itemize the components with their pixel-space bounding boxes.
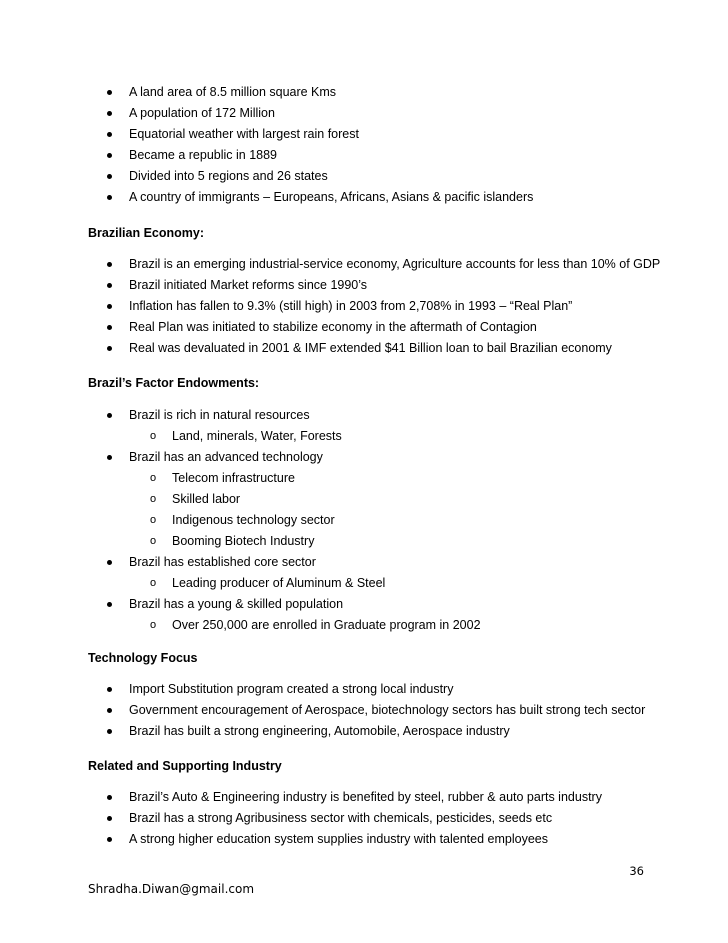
bullet-icon [107, 729, 112, 734]
list-item: Brazil is an emerging industrial-service economy, Agriculture accounts for less than 10% of GDP [0, 254, 728, 275]
sub-list-item: o Skilled labor [0, 489, 728, 510]
page-number: 36 [629, 864, 644, 878]
list-item: Equatorial weather with largest rain forest [0, 124, 728, 145]
bullet-icon [107, 560, 112, 565]
bullet-icon [107, 132, 112, 137]
bullet-icon [107, 455, 112, 460]
list-item: Inflation has fallen to 9.3% (still high) in 2003 from 2,708% in 1993 – “Real Plan” [0, 296, 728, 317]
list-item: A strong higher education system supplies industry with talented employees [0, 829, 728, 850]
bullet-icon [107, 304, 112, 309]
hollow-bullet-icon: o [150, 472, 157, 484]
bullet-icon [107, 687, 112, 692]
list-item: Divided into 5 regions and 26 states [0, 166, 728, 187]
list-item: Brazil has built a strong engineering, Automobile, Aerospace industry [0, 721, 728, 742]
bullet-icon [107, 174, 112, 179]
list-item: Brazil has an advanced technology [0, 447, 728, 468]
section-heading-factor-endowments: Brazil’s Factor Endowments: [88, 376, 260, 390]
bullet-icon [107, 795, 112, 800]
list-item: Real Plan was initiated to stabilize economy in the aftermath of Contagion [0, 317, 728, 338]
bullet-icon [107, 195, 112, 200]
hollow-bullet-icon: o [150, 430, 157, 442]
sub-list-item: o Over 250,000 are enrolled in Graduate program in 2002 [0, 615, 728, 636]
list-item: A country of immigrants – Europeans, Africans, Asians & pacific islanders [0, 187, 728, 208]
bullet-icon [107, 413, 112, 418]
list-item: A population of 172 Million [0, 103, 728, 124]
list-item: Brazil has established core sector [0, 552, 728, 573]
bullet-icon [107, 283, 112, 288]
list-item: Import Substitution program created a strong local industry [0, 679, 728, 700]
bullet-icon [107, 708, 112, 713]
hollow-bullet-icon: o [150, 619, 157, 631]
section-heading-related-industry: Related and Supporting Industry [88, 759, 282, 773]
sub-list-item: o Booming Biotech Industry [0, 531, 728, 552]
hollow-bullet-icon: o [150, 577, 157, 589]
list-item: Brazil initiated Market reforms since 1990’s [0, 275, 728, 296]
bullet-icon [107, 262, 112, 267]
factor-endowments-list [0, 405, 728, 636]
bullet-icon [107, 346, 112, 351]
list-item: Brazil’s Auto & Engineering industry is benefited by steel, rubber & auto parts industry [0, 787, 728, 808]
sub-list-item: o Land, minerals, Water, Forests [0, 426, 728, 447]
intro-bullet-list [0, 82, 728, 208]
list-item: Brazil is rich in natural resources [0, 405, 728, 426]
related-industry-bullet-list [0, 787, 728, 850]
technology-bullet-list [0, 679, 728, 742]
hollow-bullet-icon: o [150, 493, 157, 505]
list-item: Real was devaluated in 2001 & IMF extended $41 Billion loan to bail Brazilian economy [0, 338, 728, 359]
bullet-icon [107, 602, 112, 607]
footer-email: Shradha.Diwan@gmail.com [88, 882, 255, 896]
hollow-bullet-icon: o [150, 514, 157, 526]
list-item: Government encouragement of Aerospace, biotechnology sectors has built strong tech sector [0, 700, 728, 721]
bullet-icon [107, 90, 112, 95]
list-item: Brazil has a young & skilled population [0, 594, 728, 615]
bullet-icon [107, 837, 112, 842]
section-heading-economy: Brazilian Economy: [88, 226, 204, 240]
bullet-icon [107, 816, 112, 821]
list-item: A land area of 8.5 million square Kms [0, 82, 728, 103]
economy-bullet-list [0, 254, 728, 359]
list-item: Brazil has a strong Agribusiness sector with chemicals, pesticides, seeds etc [0, 808, 728, 829]
section-heading-technology-focus: Technology Focus [88, 651, 198, 665]
sub-list-item: o Leading producer of Aluminum & Steel [0, 573, 728, 594]
sub-list-item: o Indigenous technology sector [0, 510, 728, 531]
bullet-icon [107, 153, 112, 158]
hollow-bullet-icon: o [150, 535, 157, 547]
bullet-icon [107, 325, 112, 330]
sub-list-item: o Telecom infrastructure [0, 468, 728, 489]
bullet-icon [107, 111, 112, 116]
list-item: Became a republic in 1889 [0, 145, 728, 166]
